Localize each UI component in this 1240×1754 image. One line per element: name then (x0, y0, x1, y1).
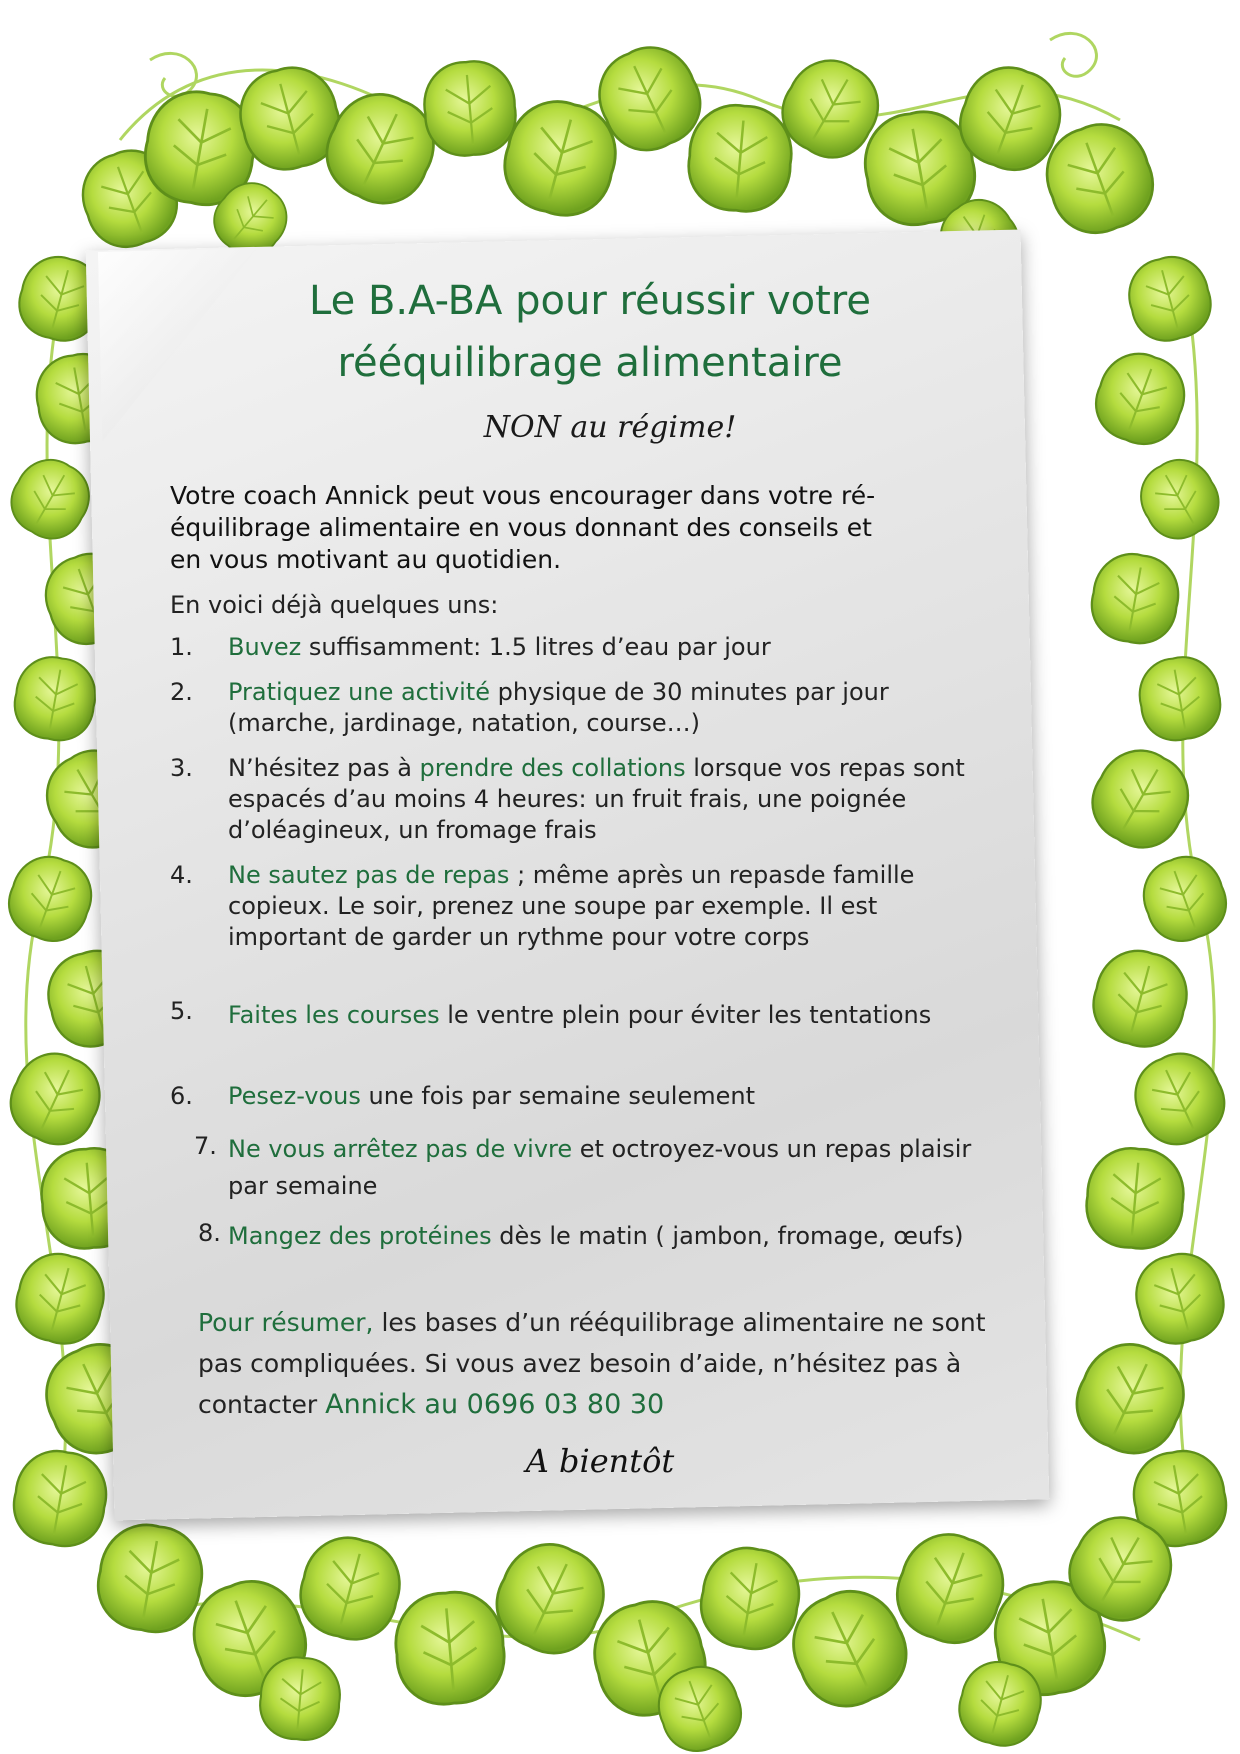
summary-text: les bases d’un rééquilibrage alimentaire ne sont pas compliquées. Si vous avez besoin d’aide, n’hésitez pas à contacter (198, 1308, 986, 1419)
intro-line: en vous motivant au quotidien. (170, 545, 562, 574)
page-title-line1: Le B.A-BA pour réussir votre (309, 278, 871, 324)
tip-text: le ventre plein pour éviter les tentations (439, 1001, 932, 1029)
intro-line: équilibrage alimentaire en vous donnant des conseils et (170, 513, 872, 542)
tip-text: une fois par semaine seulement (360, 1082, 755, 1110)
tip-text: lorsque vos repas sont espacés d’au moins 4 heures: un fruit frais, une poignée d’oléagineux, un fromage frais (228, 754, 965, 844)
tip-highlight: Pesez-vous (228, 1082, 361, 1110)
tip-number: 4. (170, 861, 193, 889)
intro-paragraph (170, 480, 980, 576)
page-title-line2: rééquilibrage alimentaire (337, 340, 843, 386)
tip-number: 8. (198, 1219, 221, 1247)
tip-text: suffisamment: 1.5 litres d’eau par jour (301, 633, 771, 661)
tip-highlight: prendre des collations (419, 754, 686, 782)
tip-highlight: Mangez des protéines (228, 1222, 492, 1250)
tip-number: 7. (194, 1132, 217, 1160)
tip-number: 3. (170, 754, 193, 782)
tip-number: 2. (170, 678, 193, 706)
tip-text: et octroyez-vous un repas plaisir par semaine (228, 1135, 972, 1200)
tip-number: 1. (170, 633, 193, 661)
tips-lead: En voici déjà quelques uns: (170, 591, 499, 619)
summary-highlight: Pour résumer, (198, 1308, 374, 1337)
summary-paragraph (198, 1302, 988, 1425)
tip-text: dès le matin ( jambon, fromage, œufs) (491, 1222, 964, 1250)
tip-number: 6. (170, 1082, 193, 1110)
tip-highlight: Ne sautez pas de repas (228, 861, 510, 889)
tip-text: ; même après un repasde famille copieux. Le soir, prenez une soupe par exemple. Il est important de garder un rythme pour votre corps (228, 861, 915, 951)
page-subtitle: NON au régime! (483, 410, 737, 445)
contact-info: Annick au 0696 03 80 30 (325, 1389, 665, 1420)
tip-highlight: Buvez (228, 633, 302, 661)
signoff: A bientôt (525, 1442, 675, 1480)
intro-line: Votre coach Annick peut vous encourager dans votre ré- (170, 481, 876, 510)
tip-highlight: Faites les courses (228, 1001, 440, 1029)
tip-number: 5. (170, 997, 193, 1025)
tip-text-prefix: N’hésitez pas à (228, 754, 420, 782)
tip-highlight: Pratiquez une activité (228, 678, 490, 706)
tip-highlight: Ne vous arrêtez pas de vivre (228, 1135, 573, 1163)
tip-text: physique de 30 minutes par jour (marche, jardinage, natation, course…) (228, 678, 889, 737)
